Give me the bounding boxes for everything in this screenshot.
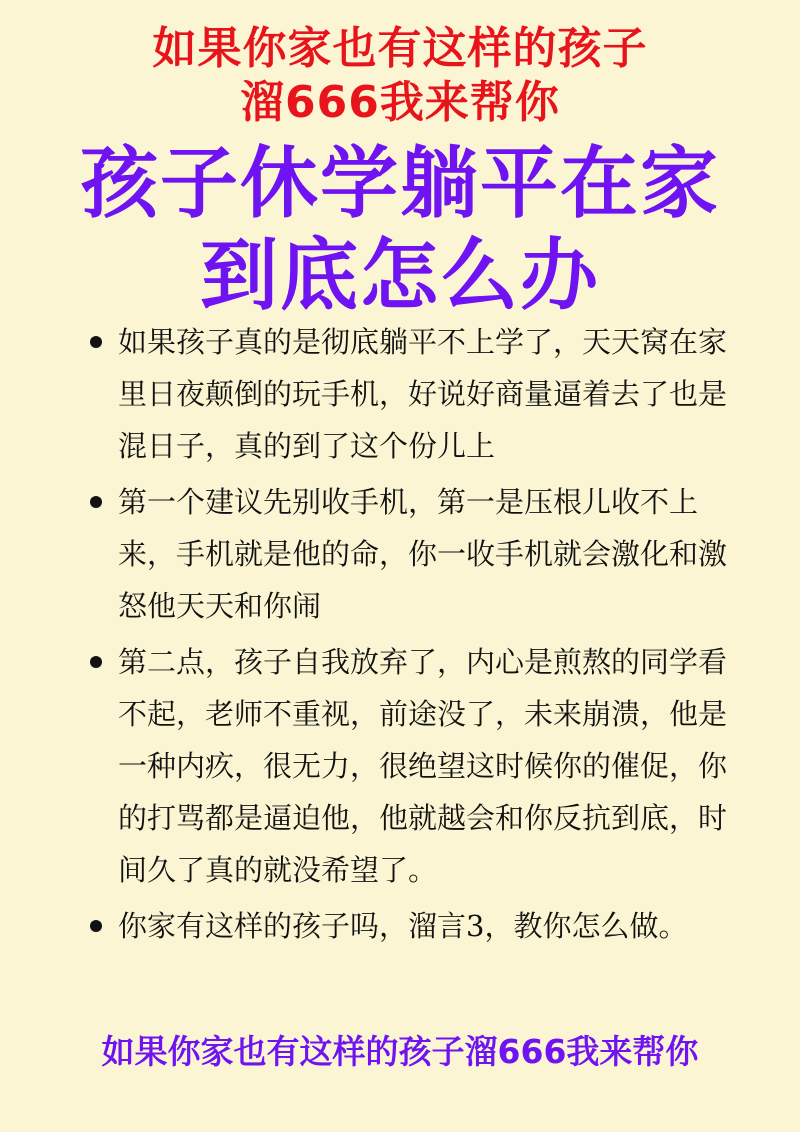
- bullet-dot-icon: [90, 920, 102, 932]
- bullet-list: [90, 316, 750, 956]
- list-item: [90, 900, 750, 952]
- banner-line-1: 如果你家也有这样的孩子: [152, 23, 648, 74]
- footer-text: 如果你家也有这样的孩子溜666我来帮你: [101, 1032, 699, 1071]
- banner-line-2: 溜666我来帮你: [240, 77, 560, 128]
- title-line-1: 孩子休学躺平在家: [79, 139, 720, 229]
- main-title: [0, 138, 800, 322]
- list-item-text: 你家有这样的孩子吗，溜言3，教你怎么做。: [118, 909, 688, 943]
- bullet-dot-icon: [90, 496, 102, 508]
- bullet-dot-icon: [90, 336, 102, 348]
- title-line-2: 到底怎么办: [199, 231, 600, 321]
- bullet-dot-icon: [90, 656, 102, 668]
- list-item: [90, 316, 750, 472]
- list-item-text: 第一个建议先别收手机，第一是压根儿收不上来，手机就是他的命，你一收手机就会激化和激怒他天天和你闹: [118, 485, 728, 623]
- list-item-text: 如果孩子真的是彻底躺平不上学了，天天窝在家里日夜颠倒的玩手机，好说好商量逼着去了也是混日子，真的到了这个份儿上: [118, 325, 728, 463]
- list-item: [90, 636, 750, 896]
- list-item-text: 第二点，孩子自我放弃了，内心是煎熬的同学看不起，老师不重视，前途没了，未来崩溃，他是一种内疚，很无力，很绝望这时候你的催促，你的打骂都是逼迫他，他就越会和你反抗到底，时间久了真的就没希望了。: [118, 645, 728, 887]
- list-item: [90, 476, 750, 632]
- top-banner: [0, 22, 800, 130]
